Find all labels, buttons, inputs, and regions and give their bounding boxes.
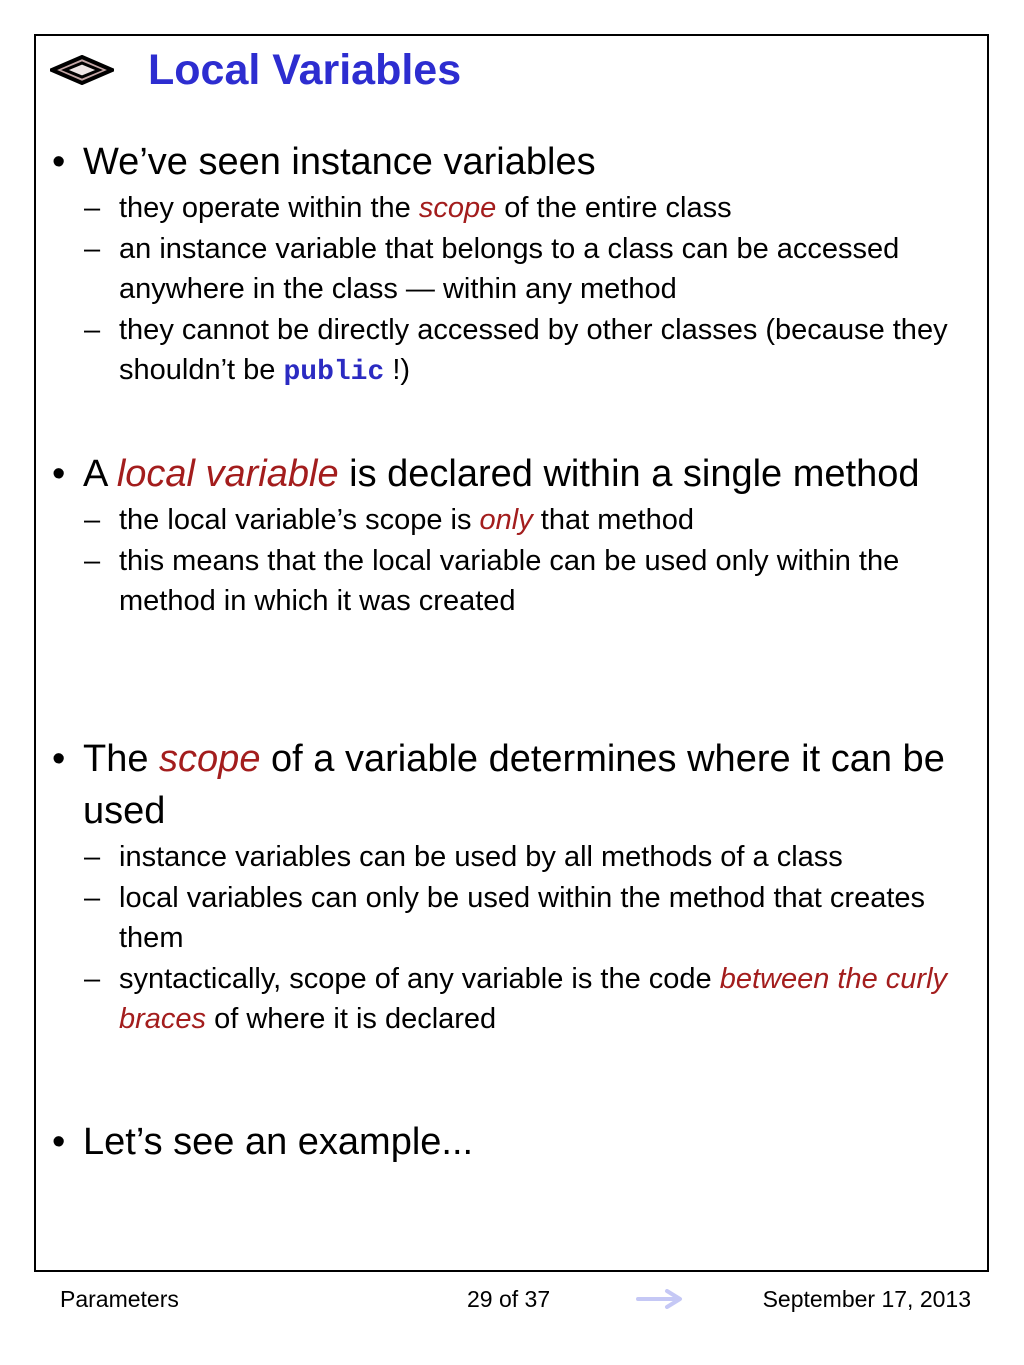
slide-footer bbox=[60, 1281, 975, 1317]
slide-frame bbox=[34, 34, 989, 1272]
bullet-3-sub-1 bbox=[84, 837, 972, 878]
bullet-2-sub-1-part-3: that method bbox=[532, 504, 694, 536]
dash-icon: – bbox=[84, 544, 101, 577]
bullet-2-text-part-3: is declared within a single method bbox=[338, 453, 920, 495]
bullet-2-sub-2-part-1: this means that the local variable can be used only within the method in which it was created bbox=[119, 544, 900, 617]
bullet-1-sub-3-part-1: they cannot be directly accessed by other classes (because they shouldn’t be bbox=[119, 313, 948, 386]
dash-icon: – bbox=[84, 881, 101, 914]
footer-title: Parameters bbox=[60, 1286, 179, 1312]
bullet-4-text bbox=[83, 1116, 972, 1168]
dash-icon: – bbox=[84, 232, 101, 265]
page-number: 29 of 37 bbox=[467, 1286, 551, 1312]
bullet-2-text bbox=[83, 448, 972, 500]
bullet-1-sub-1-part-3: of the entire class bbox=[496, 192, 732, 224]
bullet-1-sub-list bbox=[52, 188, 972, 394]
bullet-1 bbox=[52, 136, 972, 394]
bullet-icon: • bbox=[52, 1121, 66, 1163]
bullet-2-text-part-1: A bbox=[83, 453, 117, 495]
bullet-2-sub-2-text bbox=[119, 541, 972, 622]
bullet-2-sub-1-part-1: the local variable’s scope is bbox=[119, 504, 480, 536]
bullet-3-sub-3-part-3: of where it is declared bbox=[206, 1003, 497, 1035]
page-title: Local Variables bbox=[148, 45, 462, 94]
bullet-icon: • bbox=[52, 453, 66, 495]
slide-content bbox=[36, 36, 987, 1270]
bullet-1-text bbox=[83, 136, 972, 188]
bullet-3-main bbox=[52, 733, 972, 837]
bullet-1-sub-3-part-3: !) bbox=[384, 354, 411, 386]
bullet-3-text-part-1: The bbox=[83, 738, 160, 780]
dash-icon: – bbox=[84, 962, 101, 995]
bullet-3-text bbox=[83, 733, 972, 837]
bullet-2-sub-1-emphasis: only bbox=[479, 504, 533, 536]
bullet-3 bbox=[52, 733, 972, 1040]
dash-icon: – bbox=[84, 504, 101, 536]
dash-icon: – bbox=[84, 313, 101, 346]
bullet-2-sub-list bbox=[52, 500, 972, 622]
footer-date: September 17, 2013 bbox=[762, 1286, 971, 1312]
bullet-3-sub-1-text bbox=[119, 837, 972, 878]
bullet-2-sub-1 bbox=[84, 500, 972, 541]
bullet-2-sub-2 bbox=[84, 541, 972, 622]
bullet-4-main bbox=[52, 1116, 972, 1168]
bullet-1-sub-3 bbox=[84, 310, 972, 394]
bullet-2-emphasis: local variable bbox=[116, 453, 339, 495]
right-arrow-icon[interactable] bbox=[636, 1289, 684, 1309]
bullet-1-sub-1 bbox=[84, 188, 972, 229]
bullet-2 bbox=[52, 448, 972, 622]
code-public: public bbox=[283, 357, 385, 388]
bullet-4 bbox=[52, 1116, 972, 1168]
dash-icon: – bbox=[84, 841, 101, 873]
dash-icon: – bbox=[84, 192, 101, 224]
bullet-3-sub-1-part-1: instance variables can be used by all methods of a class bbox=[119, 841, 843, 873]
bullet-3-sub-3-emphasis: between the curly braces bbox=[119, 962, 948, 1035]
bullet-3-emphasis: scope bbox=[159, 738, 261, 780]
bullet-3-sub-3-text bbox=[119, 959, 972, 1040]
bullet-3-sub-3-part-1: syntactically, scope of any variable is the code bbox=[119, 962, 720, 995]
bullet-1-sub-2-part-1: an instance variable that belongs to a class can be accessed anywhere in the class — within any method bbox=[119, 232, 900, 305]
bullet-3-sub-3 bbox=[84, 959, 972, 1040]
bullet-3-text-part-3: of a variable determines where it can be used bbox=[83, 738, 945, 832]
bullet-1-sub-2-text bbox=[119, 229, 972, 310]
bullet-4-text-part-1: Let’s see an example... bbox=[83, 1121, 474, 1163]
bullet-3-sub-2-text bbox=[119, 878, 972, 959]
bullet-1-sub-1-text bbox=[119, 188, 972, 229]
bullet-3-sub-2-part-1: local variables can only be used within the method that creates them bbox=[119, 881, 926, 954]
bullet-3-sub-list bbox=[52, 837, 972, 1040]
bullet-1-sub-1-part-1: they operate within the bbox=[119, 192, 419, 224]
bullet-3-sub-2 bbox=[84, 878, 972, 959]
bullet-1-main bbox=[52, 136, 972, 188]
bullet-1-sub-3-text bbox=[119, 310, 972, 394]
bullet-1-sub-2 bbox=[84, 229, 972, 310]
bullet-icon: • bbox=[52, 738, 66, 780]
bullet-icon: • bbox=[52, 141, 66, 183]
bullet-2-sub-1-text bbox=[119, 500, 972, 541]
bullet-1-text-part-1: We’ve seen instance variables bbox=[83, 141, 596, 183]
bullet-2-main bbox=[52, 448, 972, 500]
bullet-1-sub-1-emphasis: scope bbox=[418, 192, 497, 224]
